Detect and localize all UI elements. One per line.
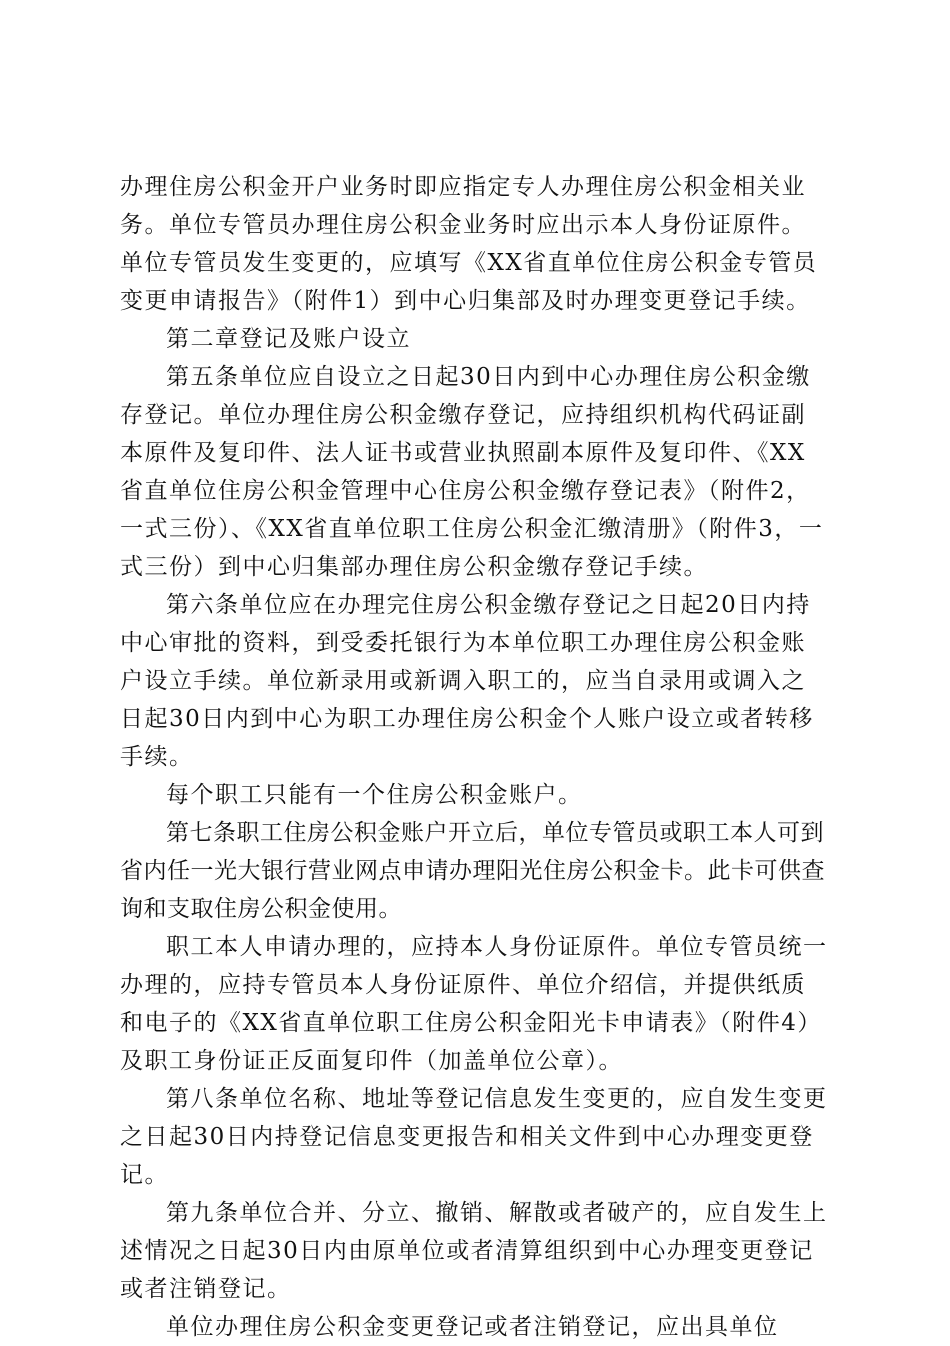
article-6: 第六条单位应在办理完住房公积金缴存登记之日起20日内持中心审批的资料，到受委托银行为本单位职工办理住房公积金账户设立手续。单位新录用或新调入职工的，应当自录用或调入之日起30日内到中心为职工办理住房公积金个人账户设立或者转移手续。 <box>120 592 814 770</box>
document-body <box>120 168 830 1346</box>
paragraph-continuation: 办理住房公积金开户业务时即应指定专人办理住房公积金相关业务。单位专管员办理住房公积金业务时应出示本人身份证原件。单位专管员发生变更的，应填写《XX省直单位住房公积金专管员变更申请报告》（附件1）到中心归集部及时办理变更登记手续。 <box>120 174 818 314</box>
article-7: 第七条职工住房公积金账户开立后，单位专管员或职工本人可到省内任一光大银行营业网点申请办理阳光住房公积金卡。此卡可供查询和支取住房公积金使用。 <box>120 820 825 922</box>
article-8: 第八条单位名称、地址等登记信息发生变更的，应自发生变更之日起30日内持登记信息变更报告和相关文件到中心办理变更登记。 <box>120 1086 828 1188</box>
chapter-heading: 第二章登记及账户设立 <box>166 326 411 352</box>
article-9: 第九条单位合并、分立、撤销、解散或者破产的，应自发生上述情况之日起30日内由原单位或者清算组织到中心办理变更登记或者注销登记。 <box>120 1200 828 1302</box>
article-9-continuation: 单位办理住房公积金变更登记或者注销登记，应出具单位 <box>166 1314 779 1340</box>
article-6-note: 每个职工只能有一个住房公积金账户。 <box>166 782 583 808</box>
article-7-detail: 职工本人申请办理的，应持本人身份证原件。单位专管员统一办理的，应持专管员本人身份证原件、单位介绍信，并提供纸质和电子的《XX省直单位职工住房公积金阳光卡申请表》（附件4）及职工身份证正反面复印件（加盖单位公章）。 <box>120 934 828 1074</box>
article-5: 第五条单位应自设立之日起30日内到中心办理住房公积金缴存登记。单位办理住房公积金缴存登记，应持组织机构代码证副本原件及复印件、法人证书或营业执照副本原件及复印件、《XX省直单位住房公积金管理中心住房公积金缴存登记表》（附件2，一式三份）、《XX省直单位职工住房公积金汇缴清册》（附件3，一式三份）到中心归集部办理住房公积金缴存登记手续。 <box>120 364 824 580</box>
